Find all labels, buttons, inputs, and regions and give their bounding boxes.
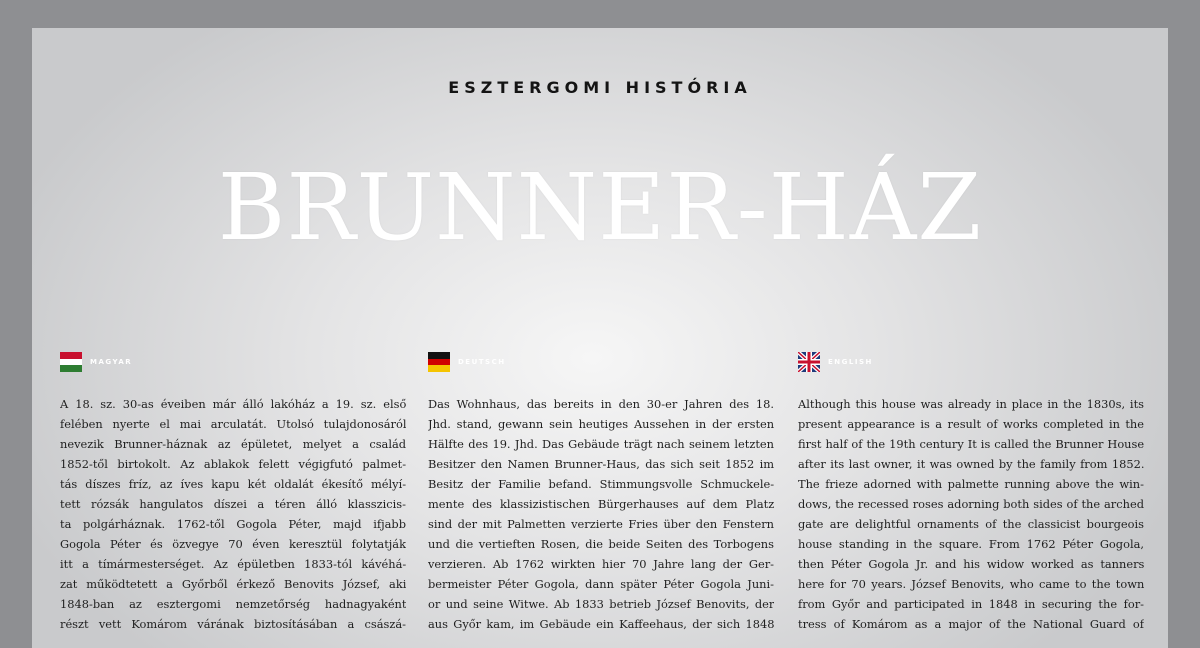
text-line: tett rózsák hangulatos díszei a téren álló klasszicis-: [60, 497, 406, 511]
column-german: [428, 350, 774, 634]
body-text-hungarian: [60, 394, 406, 634]
text-line: here for 70 years. József Benovits, who came to the town: [798, 577, 1144, 591]
text-line: Although this house was already in place in the 1830s, its: [798, 397, 1144, 411]
lang-header-hungarian: [60, 350, 406, 374]
text-line: nevezik Brunner-háznak az épületet, melyet a család: [60, 437, 406, 451]
poster-panel: [32, 28, 1168, 648]
column-hungarian: [60, 350, 406, 634]
page-title: BRUNNER-HÁZ: [217, 154, 983, 261]
text-line: present appearance is a result of works completed in the: [798, 417, 1144, 431]
column-english: [798, 350, 1144, 634]
text-line: mente des klassizistischen Bürgerhauses auf dem Platz: [428, 497, 774, 511]
text-line: first half of the 19th century It is called the Brunner House: [798, 437, 1144, 451]
text-line: The frieze adorned with palmette running above the win-: [798, 477, 1144, 491]
body-text-german: [428, 394, 774, 634]
text-line: tress of Komárom as a major of the National Guard of: [798, 617, 1144, 631]
uk-flag-icon: [798, 352, 820, 372]
lang-label-english: ENGLISH: [828, 358, 873, 366]
text-line: 1852-től birtokolt. Az ablakok felett végigfutó palmet-: [60, 457, 406, 471]
text-line: sind der mit Palmetten verzierte Fries über den Fenstern: [428, 517, 774, 531]
text-line: 1848-ban az esztergomi nemzetőrség hadnagyaként: [60, 597, 406, 611]
text-line: Besitzer den Namen Brunner-Haus, das sich seit 1852 im: [428, 457, 774, 471]
text-line: und die vertieften Rosen, die beide Seiten des Torbogens: [428, 537, 774, 551]
germany-flag-icon: [428, 352, 450, 372]
lang-header-english: [798, 350, 1144, 374]
text-line: tás díszes fríz, az íves kapu két oldalát ékesítő mélyí-: [60, 477, 406, 491]
text-line: gate are delightful ornaments of the classicist bourgeois: [798, 517, 1144, 531]
hungary-flag-icon: [60, 352, 82, 372]
text-line: Hälfte des 19. Jhd. Das Gebäude trägt nach seinem letzten: [428, 437, 774, 451]
body-text-english: [798, 394, 1144, 634]
lang-label-hungarian: MAGYAR: [90, 358, 133, 366]
text-line: verzieren. Ab 1762 wirkten hier 70 Jahre lang der Ger-: [428, 557, 774, 571]
text-line: after its last owner, it was owned by the family from 1852.: [798, 457, 1144, 471]
text-line: zat működtetett a Győrből érkező Benovits József, aki: [60, 577, 406, 591]
text-line: felében nyerte el mai arculatát. Utolsó tulajdonosáról: [60, 417, 406, 431]
text-line: Gogola Péter és özvegye 70 éven keresztül folytatják: [60, 537, 406, 551]
text-line: Jhd. stand, gewann sein heutiges Aussehen in der ersten: [428, 417, 774, 431]
text-line: house standing in the square. From 1762 Péter Gogola,: [798, 537, 1144, 551]
text-line: A 18. sz. 30-as éveiben már álló lakóház a 19. sz. első: [60, 397, 406, 411]
text-line: bermeister Péter Gogola, dann später Péter Gogola Juni-: [428, 577, 774, 591]
text-line: dows, the recessed roses adorning both sides of the arched: [798, 497, 1144, 511]
text-line: itt a tímármesterséget. Az épületben 1833-tól kávéhá-: [60, 557, 406, 571]
text-line: aus Győr kam, im Gebäude ein Kaffeehaus, der sich 1848: [428, 617, 774, 631]
text-line: részt vett Komárom várának biztosításában a császá-: [60, 617, 406, 631]
lang-label-german: DEUTSCH: [458, 358, 506, 366]
text-line: Das Wohnhaus, das bereits in den 30-er Jahren des 18.: [428, 397, 774, 411]
text-line: ta polgárháznak. 1762-től Gogola Péter, majd ifjabb: [60, 517, 406, 531]
series-brand: ESZTERGOMI HISTÓRIA: [448, 78, 752, 97]
lang-header-german: [428, 350, 774, 374]
text-line: then Péter Gogola Jr. and his widow worked as tanners: [798, 557, 1144, 571]
text-line: Besitz der Familie befand. Stimmungsvolle Schmuckele-: [428, 477, 774, 491]
text-line: from Győr and participated in 1848 in securing the for-: [798, 597, 1144, 611]
text-line: or und seine Witwe. Ab 1833 betrieb József Benovits, der: [428, 597, 774, 611]
